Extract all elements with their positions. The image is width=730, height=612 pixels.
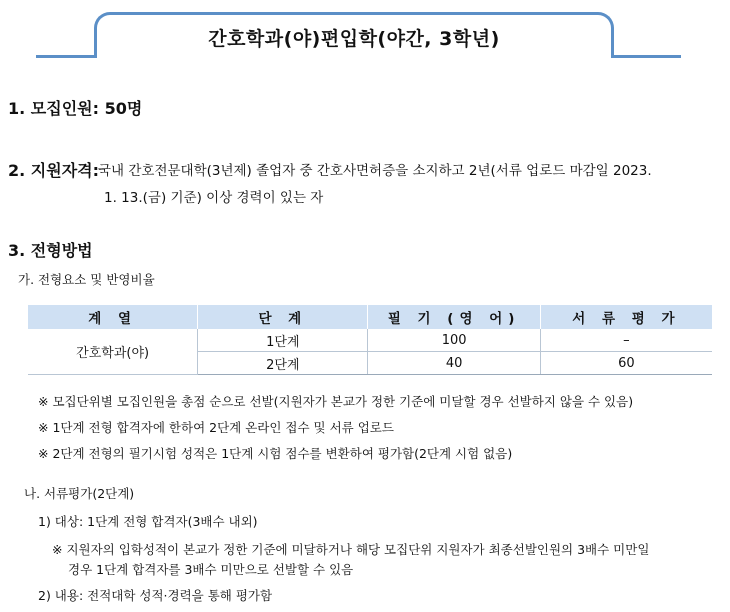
- cell-dept: 간호학과(야): [28, 329, 198, 375]
- item-1: 1) 대상: 1단계 전형 합격자(3배수 내외): [38, 514, 258, 529]
- page-title: 간호학과(야)편입학(야간, 3학년): [208, 28, 500, 50]
- section-1-heading: 1. 모집인원: 50명: [8, 99, 143, 118]
- section-2-line-2: 1. 13.(금) 기준) 이상 경력이 있는 자: [104, 190, 324, 206]
- cell-written: 100: [368, 329, 540, 352]
- subsection-na: 나. 서류평가(2단계): [24, 486, 135, 501]
- evaluation-table: [28, 305, 712, 375]
- section-2-line-1: 국내 간호전문대학(3년제) 졸업자 중 간호사면허증을 소지하고 2년(서류 업로드 마감일 2023.: [98, 163, 652, 179]
- cell-stage: 2단계: [198, 352, 368, 375]
- note-2: ※ 1단계 전형 합격자에 한하여 2단계 온라인 접수 및 서류 업로드: [38, 420, 394, 435]
- subsection-ga: 가. 전형요소 및 반영비율: [18, 272, 155, 287]
- section-2-heading: 2. 지원자격:: [8, 161, 100, 180]
- table-row: [28, 329, 712, 352]
- note-1: ※ 모집단위별 모집인원을 총점 순으로 선발(지원자가 본교가 정한 기준에 미달할 경우 선발하지 않을 수 있음): [38, 394, 634, 409]
- cell-stage: 1단계: [198, 329, 368, 352]
- item-1-note-line-1: ※ 지원자의 입학성적이 본교가 정한 기준에 미달하거나 해당 모집단위 지원자가 최종선발인원의 3배수 미만일: [52, 542, 650, 557]
- col-header-written: 필 기 (영 어): [368, 305, 540, 329]
- cell-written: 40: [368, 352, 540, 375]
- item-2: 2) 내용: 전적대학 성적·경력을 통해 평가함: [38, 588, 273, 603]
- col-header-stage: 단 계: [198, 305, 368, 329]
- title-underline-right: [611, 55, 681, 58]
- table-header-row: [28, 305, 712, 329]
- section-3-heading: 3. 전형방법: [8, 241, 93, 260]
- note-3: ※ 2단계 전형의 필기시험 성적은 1단계 시험 점수를 변환하여 평가함(2단계 시험 없음): [38, 446, 513, 461]
- cell-document: 60: [540, 352, 712, 375]
- item-1-note-line-2: 경우 1단계 합격자를 3배수 미만으로 선발할 수 있음: [68, 562, 354, 577]
- col-header-document: 서 류 평 가: [540, 305, 712, 329]
- col-header-dept: 계 열: [28, 305, 198, 329]
- cell-document: –: [540, 329, 712, 352]
- title-underline-left: [36, 55, 97, 58]
